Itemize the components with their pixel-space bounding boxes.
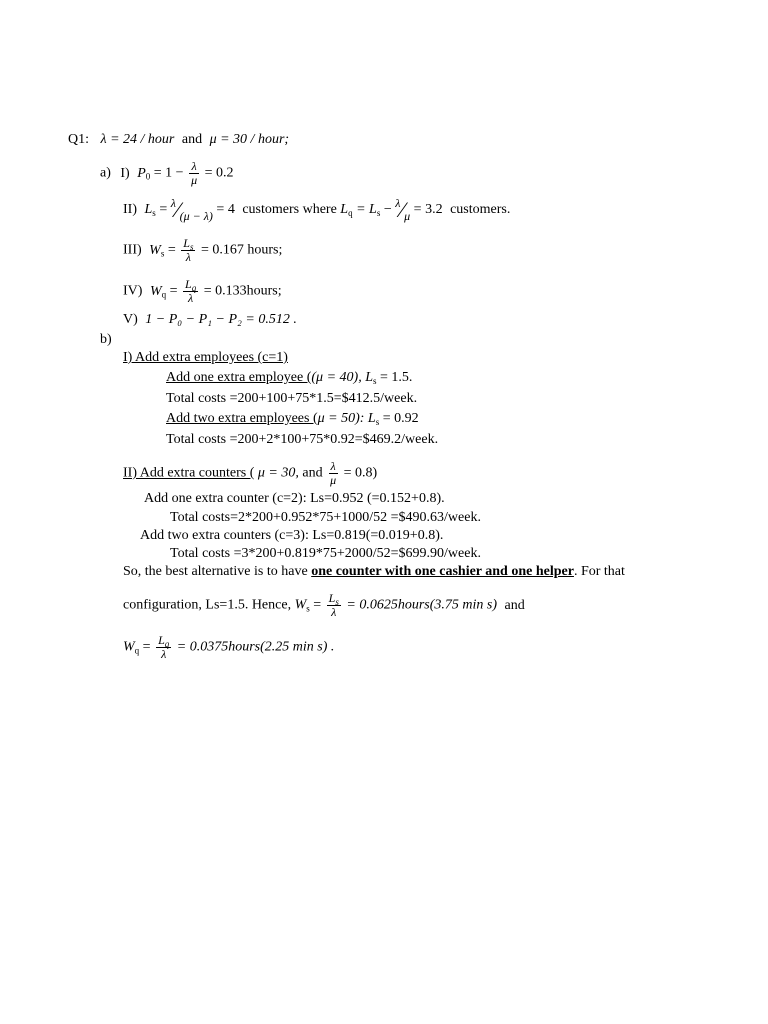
b-i-heading-text: I) Add extra employees (c=1) — [123, 350, 288, 365]
a-iv-label: IV) — [123, 283, 143, 299]
b-i1-title: Add one extra employee ( — [166, 370, 312, 385]
b-ii-den: μ — [330, 473, 337, 487]
part-a-i — [100, 160, 234, 187]
concl3-num-sub: q — [164, 639, 170, 649]
a-i-lhs: P — [137, 165, 146, 181]
concl1-c: . For that — [573, 564, 625, 579]
conclusion-line-2: configuration, Ls=1.5. Hence, $W_s$ = $\frac{L_s}{\lambda}$ = 0.0625hours(3.75 min s) and — [123, 591, 525, 619]
a-iii-num-sub: s — [189, 242, 194, 252]
a-iii-fraction — [181, 237, 195, 264]
b-i2-line — [166, 410, 419, 428]
a-ii-val2: = 3.2 — [413, 201, 443, 217]
b-i1-mu: (μ = 40) — [311, 370, 359, 385]
b-i2-cost: Total costs =200+2*100+75*0.92=$469.2/week. — [166, 432, 439, 447]
q1-line — [68, 131, 289, 149]
b-i1-rest: , L — [358, 370, 373, 385]
a-i-fraction — [189, 160, 199, 187]
part-b-label: b) — [100, 332, 112, 347]
q1-and: and — [181, 132, 203, 147]
a-ii-slashfrac2: λ⁄μ — [395, 196, 411, 224]
part-a-v — [123, 311, 297, 329]
part-a-iii: III) $W_s$ = $\frac{L_s}{\lambda}$ = 0.167 hours; — [123, 236, 283, 264]
conclusion-line-3: $W_q$ = $\frac{L_q}{\lambda}$ = 0.0375hours(2.25 min s) . — [123, 633, 335, 661]
a-i-num: λ — [191, 159, 197, 173]
b-i2-rest: ): L — [355, 411, 376, 426]
a-iv-den: λ — [188, 291, 194, 305]
concl3-wq-sub: q — [134, 645, 140, 656]
part-a-label: a) — [100, 165, 111, 181]
a-i-sub: 0 — [145, 171, 151, 182]
b-i2-mu: μ = 50 — [317, 411, 356, 426]
a-iv-val: = 0.133 — [203, 283, 247, 299]
a-ii-slashfrac: λ⁄(μ − λ) — [170, 196, 213, 224]
a-iv-lhs: W — [149, 283, 162, 299]
a-v-expr: 1 − P₀ − P₁ − P₂ = 0.512 . — [145, 312, 297, 327]
concl2-and: and — [504, 597, 525, 613]
concl2-fraction — [327, 592, 341, 619]
b-i2-sub: s — [375, 417, 380, 427]
b-ii-heading-text: II) Add extra counters ( — [123, 465, 255, 481]
b-i2-title: Add two extra employees ( — [166, 411, 318, 426]
a-ii-eq2: = L — [356, 201, 377, 217]
a-ii-text1: customers where — [242, 201, 337, 217]
a-iii-label: III) — [123, 242, 142, 258]
concl2-ws: W — [294, 597, 307, 613]
a-iii-sub: s — [160, 248, 165, 259]
concl3-num: L — [158, 633, 165, 647]
a-ii-top2: λ — [395, 196, 401, 210]
b-ii-fraction — [328, 460, 338, 487]
concl3-fraction — [156, 634, 171, 661]
a-iv-text: hours; — [246, 283, 282, 299]
b-ii2-cost: Total costs =3*200+0.819*75+2000/52=$699.90/week. — [170, 546, 481, 561]
b-ii1: Add one extra counter (c=2): Ls=0.952 (=0.152+0.8). — [144, 491, 445, 506]
a-ii-eq: = — [159, 201, 168, 217]
b-ii-heading — [123, 460, 377, 487]
a-iii-val: = 0.167 — [200, 242, 244, 258]
concl3-val: = 0.0375hours(2.25 min s) . — [176, 639, 335, 655]
a-i-den: μ — [191, 173, 198, 187]
b-ii-val: = 0.8) — [343, 465, 378, 481]
concl3-wq: W — [123, 639, 135, 655]
a-ii-lq: L — [340, 201, 349, 217]
b-ii-and: and — [302, 465, 323, 481]
a-ii-lq-sub: q — [348, 207, 353, 218]
b-ii2: Add two extra counters (c=3): Ls=0.819(=0.019+0.8). — [140, 528, 444, 543]
a-iv-num: L — [185, 277, 192, 291]
b-i1-val: = 1.5. — [376, 370, 413, 385]
b-ii1-cost: Total costs=2*200+0.952*75+1000/52 =$490.63/week. — [170, 510, 481, 525]
a-iv-fraction — [183, 278, 198, 305]
a-ii-val: = 4 — [216, 201, 235, 217]
a-i-label: I) — [120, 165, 130, 181]
concl2-ws-sub: s — [306, 603, 310, 614]
a-iii-lhs: W — [149, 242, 161, 258]
a-ii-ls-sub: s — [152, 207, 156, 218]
q1-lambda: λ = 24 / hour — [100, 132, 175, 147]
a-i-eq: = 1 − — [153, 165, 184, 181]
a-iii-text: hours; — [247, 242, 283, 258]
a-i-val: = 0.2 — [204, 165, 234, 181]
a-iii-den: λ — [185, 250, 191, 264]
b-ii-mu: μ = 30, — [257, 465, 299, 481]
q1-label: Q1: — [68, 132, 89, 147]
part-a-iv: IV) $W_q$ = $\frac{L_q}{\lambda}$ = 0.133hours; — [123, 277, 282, 305]
a-iv-num-sub: q — [191, 283, 197, 293]
concl3-den: λ — [161, 647, 167, 661]
concl1-a: So, the best alternative is to have — [123, 564, 308, 579]
a-ii-bot2: μ — [404, 209, 411, 224]
a-v-label: V) — [123, 312, 138, 327]
a-iii-num: L — [183, 236, 190, 250]
b-i2-val: = 0.92 — [379, 411, 419, 426]
part-a-ii — [123, 196, 511, 224]
concl2-num: L — [328, 591, 336, 605]
b-ii-num: λ — [330, 459, 336, 473]
a-ii-eq2-sub: s — [376, 207, 381, 218]
q1-mu: μ = 30 / hour; — [209, 132, 290, 147]
concl2-den: λ — [331, 605, 337, 619]
concl1-b: one counter with one cashier and one helper — [311, 564, 574, 579]
a-ii-ls: L — [144, 201, 153, 217]
concl2-val: = 0.0625hours(3.75 min s) — [346, 597, 497, 613]
a-ii-text2: customers. — [450, 201, 511, 217]
a-iv-sub: q — [161, 289, 167, 300]
conclusion-line-1 — [123, 563, 625, 581]
a-ii-minus: − — [383, 201, 392, 217]
b-i1-cost: Total costs =200+100+75*1.5=$412.5/week. — [166, 391, 418, 406]
concl2-a: configuration, Ls=1.5. Hence, — [123, 597, 292, 613]
b-i-heading — [123, 349, 288, 367]
b-i1-sub: s — [373, 376, 377, 386]
a-ii-top: λ — [170, 196, 176, 210]
concl2-num-sub: s — [335, 597, 339, 607]
a-ii-label: II) — [123, 201, 137, 217]
a-ii-bot: (μ − λ) — [179, 209, 213, 224]
b-i1-line — [166, 369, 412, 387]
